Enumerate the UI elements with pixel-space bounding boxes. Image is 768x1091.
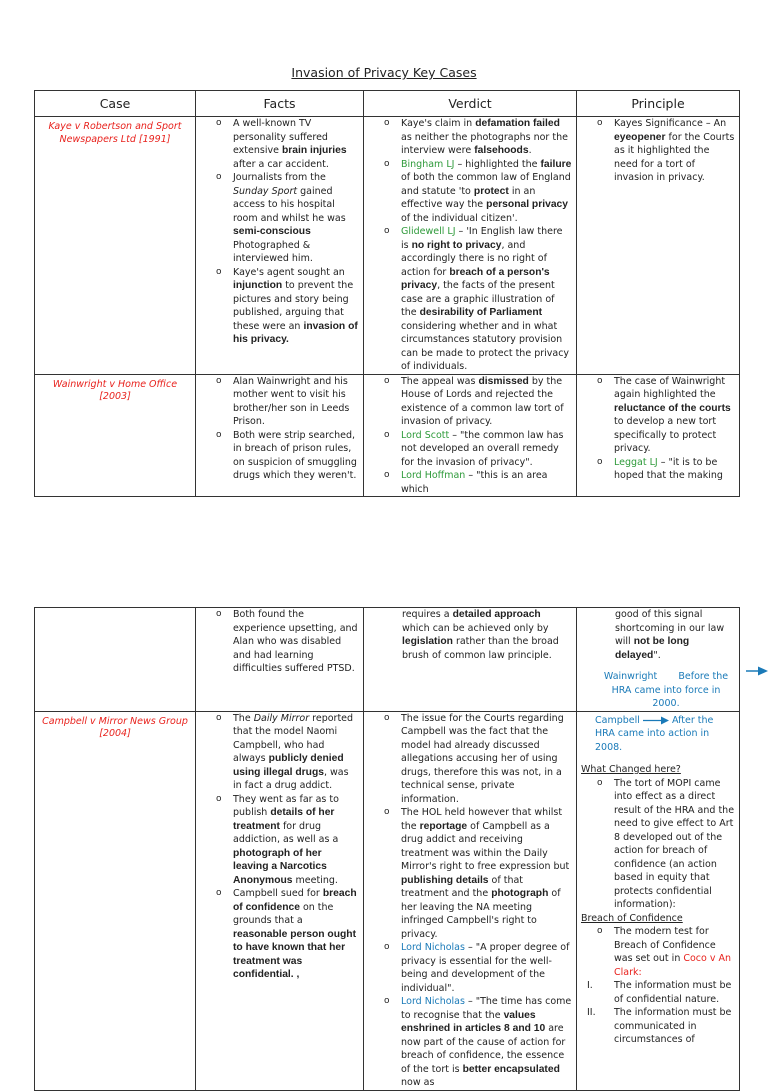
case-cell <box>35 711 196 1090</box>
list-item: o The issue for the Courts regarding Campbell was the fact that the model had already discussed allegations accusing her of using drugs, therefore this was not, in a technical sense, private information. <box>364 712 572 807</box>
facts-cell <box>196 374 364 497</box>
case-name: Wainwright v Home Office [2003] <box>52 378 178 402</box>
list-item: o The Daily Mirror reported that the model Naomi Campbell, who had always publicly denied using illegal drugs, was in fact a drug addict. <box>196 712 359 793</box>
list-item: o A well-known TV personality suffered extensive brain injuries after a car accident. <box>196 117 359 171</box>
principle-cell <box>577 711 740 1090</box>
header-verdict: Verdict <box>364 91 577 117</box>
list-item: o Leggat LJ – "it is to be hoped that the making <box>577 456 735 483</box>
header-principle: Principle <box>577 91 740 117</box>
principle-cell <box>577 608 740 712</box>
case-name: Kaye v Robertson and Sport Newspapers Ltd [1991] <box>48 121 182 145</box>
table-row-campbell <box>35 711 740 1090</box>
case-cell <box>35 374 196 497</box>
list-item: o Bingham LJ – highlighted the failure of both the common law of England and statute 'to protect in an effective way the personal privacy of the individual citizen'. <box>364 158 572 226</box>
arrow-right-icon <box>746 666 768 676</box>
header-row <box>35 91 740 117</box>
timeline-note-wainwright: Wainwright Before the HRA came into force in 2000. <box>603 671 729 709</box>
list-item: o Journalists from the Sunday Sport gained access to his hospital room and whilst he was semi-conscious Photographed & interviewed him. <box>196 171 359 266</box>
list-item: o Lord Hoffman – "this is an area which <box>364 469 572 496</box>
document-title: Invasion of Privacy Key Cases <box>291 65 477 80</box>
verdict-cell <box>364 608 577 712</box>
what-changed-heading: What Changed here? <box>581 764 681 775</box>
header-case: Case <box>35 91 196 117</box>
cases-table-page-2 <box>34 607 740 1091</box>
verdict-cell <box>364 374 577 497</box>
list-item: o Both were strip searched, in breach of prison rules, on suspicion of smuggling drugs which they weren't. <box>196 429 359 483</box>
header-facts: Facts <box>196 91 364 117</box>
verdict-cell <box>364 711 577 1090</box>
list-item: o The case of Wainwright again highlighted the reluctance of the courts to develop a new tort specifically to protect privacy. <box>577 375 735 456</box>
facts-cell <box>196 117 364 375</box>
list-item: o Campbell sued for breach of confidence on the grounds that a reasonable person ought to have known that her treatment was confidential. , <box>196 887 359 982</box>
list-item: o Lord Scott – "the common law has not developed an overall remedy for the invasion of privacy". <box>364 429 572 470</box>
timeline-note-campbell: Campbell After the HRA came into action in 2008. <box>595 714 714 753</box>
arrow-right-icon <box>643 716 669 725</box>
table-row-kaye <box>35 117 740 375</box>
list-item: o The HOL held however that whilst the reportage of Campbell as a drug addict and receiving treatment was within the Daily Mirror's right to free expression but publishing details of that treatment and the photograph of her leaving the NA meeting infringed Campbell's right to privacy. <box>364 806 572 941</box>
numbered-item: II. The information must be communicated in circumstances of <box>587 1007 732 1045</box>
list-item: o Kaye's claim in defamation failed as neither the photographs nor the interview were falsehoods. <box>364 117 572 158</box>
numbered-item: I. The information must be of confidential nature. <box>587 980 732 1005</box>
principle-continued: good of this signal shortcoming in our law will not be long delayed". <box>615 609 725 661</box>
table-row-wainwright <box>35 374 740 497</box>
case-name: Campbell v Mirror News Group [2004] <box>42 715 188 739</box>
facts-cell <box>196 711 364 1090</box>
principle-cell <box>577 117 740 375</box>
list-item: o Lord Nicholas – "A proper degree of privacy is essential for the well-being and development of the individual". <box>364 941 572 995</box>
case-cell <box>35 117 196 375</box>
list-item: o Lord Nicholas – "The time has come to recognise that the values enshrined in articles 8 and 10 are now part of the cause of action for breach of confidence, the essence of the tort is better encapsulated now as <box>364 995 572 1090</box>
list-item: o The tort of MOPI came into effect as a direct result of the HRA and the need to give effect to Art 8 developed out of the action for breach of confidence (an action based in equity that protects confidential information): <box>577 777 735 912</box>
case-cell <box>35 608 196 712</box>
list-item: o The appeal was dismissed by the House of Lords and rejected the existence of a common law tort of invasion of privacy. <box>364 375 572 429</box>
facts-cell <box>196 608 364 712</box>
cases-table-page-1 <box>34 90 740 497</box>
list-item: o The modern test for Breach of Confidence was set out in Coco v An Clark: <box>577 925 735 979</box>
list-item: o They went as far as to publish details of her treatment for drug addiction, as well as a photograph of her leaving a Narcotics Anonymous meeting. <box>196 793 359 888</box>
list-item: o Kaye's agent sought an injunction to prevent the pictures and story being published, arguing that these were an invasion of his privacy. <box>196 266 359 347</box>
breach-heading: Breach of Confidence <box>581 912 683 924</box>
verdict-continued: requires a detailed approach which can be achieved only by legislation rather than the broad brush of common law principle. <box>402 609 559 661</box>
table-row-wainwright-continued <box>35 608 740 712</box>
principle-cell <box>577 374 740 497</box>
list-item: o Alan Wainwright and his mother went to visit his brother/her son in Leeds Prison. <box>196 375 359 429</box>
list-item: o Glidewell LJ – 'In English law there is no right to privacy, and accordingly there is no right of action for breach of a person's privacy, the facts of the present case are a graphic illustration of the desirability of Parliament considering whether and in what circumstances statutory provision can be made to protect the privacy of individuals. <box>364 225 572 374</box>
list-item: o Both found the experience upsetting, and Alan who was disabled and had learning difficulties suffered PTSD. <box>196 608 359 676</box>
list-item: o Kayes Significance – An eyeopener for the Courts as it highlighted the need for a tort of invasion in privacy. <box>577 117 735 185</box>
verdict-cell <box>364 117 577 375</box>
